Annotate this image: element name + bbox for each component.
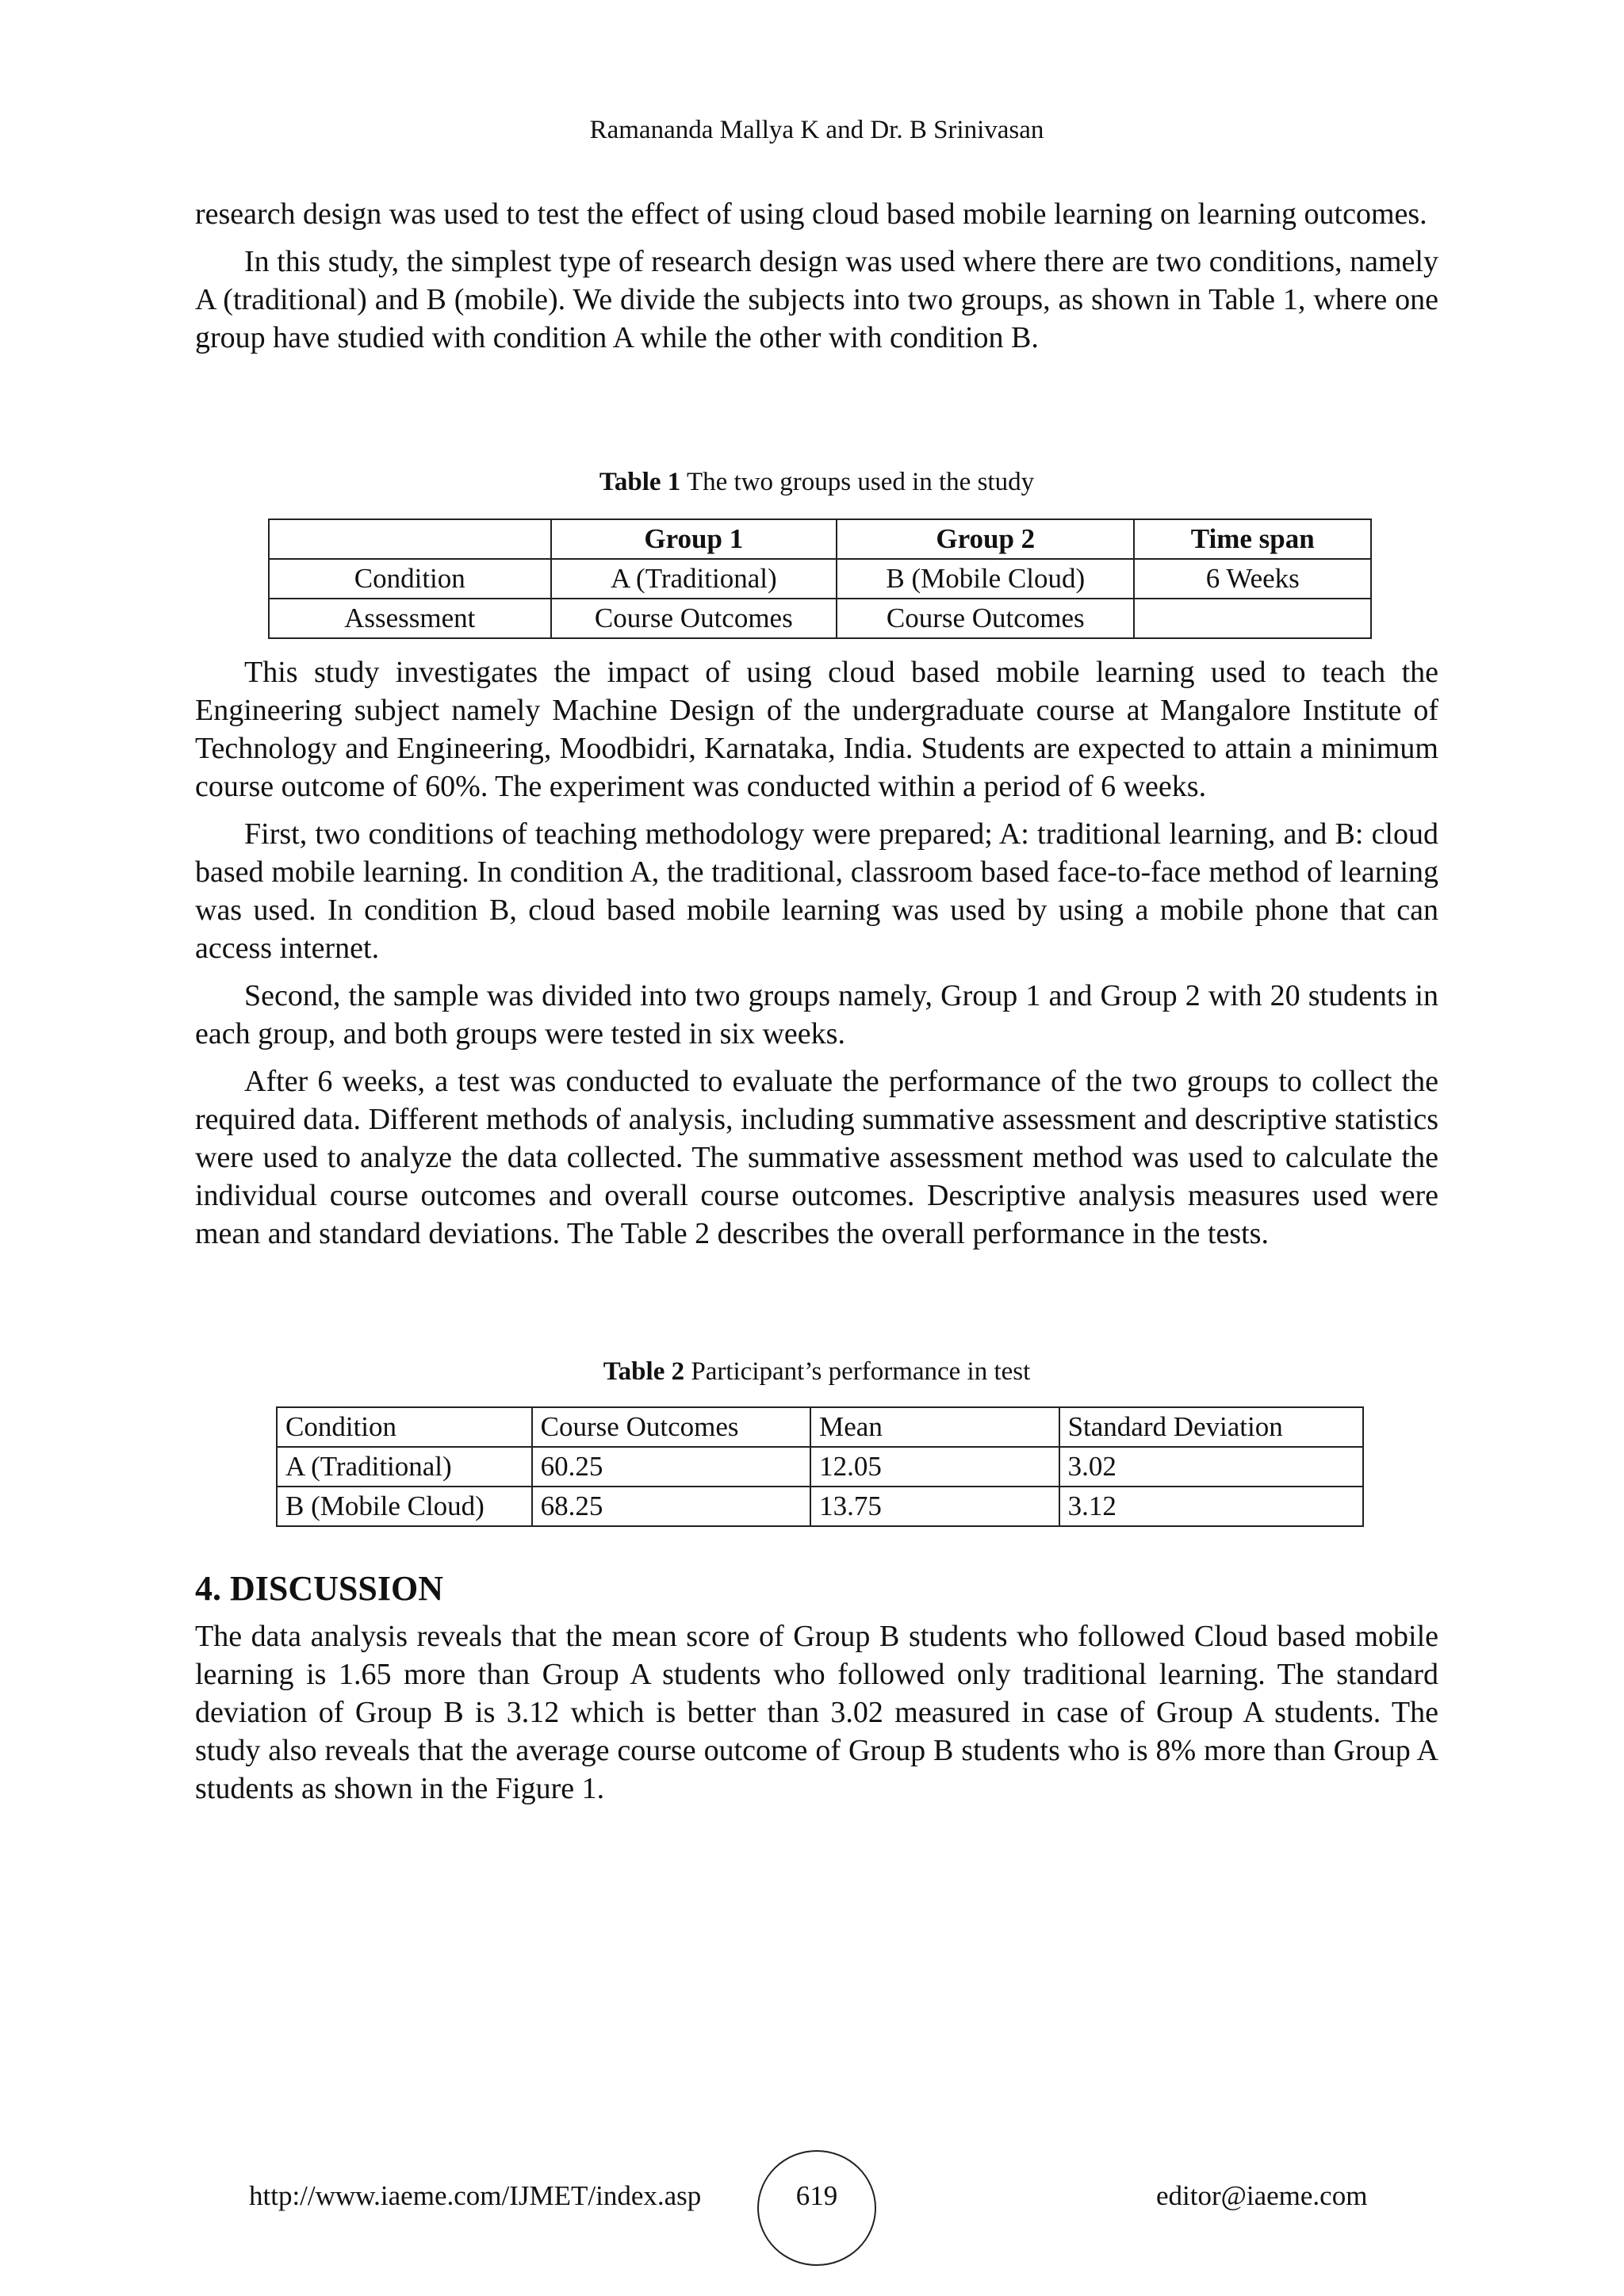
table-cell: Course Outcomes [837, 599, 1134, 638]
table-header-cell: Group 1 [551, 519, 837, 559]
paragraph: First, two conditions of teaching methodology were prepared; A: traditional learning, and B: cloud based mobile learning. In condition A, the traditional, classroom based face-to-face method of learning was used. In condition B, cloud based mobile learning was used by using a mobile phone that can access internet. [195, 817, 1438, 965]
table-cell: 13.75 [810, 1487, 1059, 1526]
table-1-caption [195, 468, 1438, 497]
caption-label: Table 2 [603, 1357, 685, 1386]
table-header-cell: Mean [810, 1407, 1059, 1447]
table-cell: 3.12 [1059, 1487, 1363, 1526]
table-cell: Assessment [269, 599, 551, 638]
table-row [269, 559, 1371, 599]
table-cell: Condition [269, 559, 551, 599]
table-header-cell: Time span [1134, 519, 1371, 559]
table-cell: 12.05 [810, 1447, 1059, 1487]
paragraph: After 6 weeks, a test was conducted to evaluate the performance of the two groups to collect the required data. Different methods of analysis, including summative assessment and descriptive statistics were used to analyze the data collected. The summative assessment method was used to calculate the individual course outcomes and overall course outcomes. Descriptive analysis measures used were mean and standard deviations. The Table 2 describes the overall performance in the tests. [195, 1065, 1438, 1250]
table-row [277, 1487, 1363, 1526]
running-header: Ramananda Mallya K and Dr. B Srinivasan [589, 116, 1044, 144]
method-text [195, 653, 1438, 1262]
table-header-cell: Condition [277, 1407, 532, 1447]
section-heading: 4. DISCUSSION [195, 1569, 443, 1608]
table-cell: 3.02 [1059, 1447, 1363, 1487]
table-header-cell: Standard Deviation [1059, 1407, 1363, 1447]
paragraph: Second, the sample was divided into two groups namely, Group 1 and Group 2 with 20 students in each group, and both groups were tested in six weeks. [195, 979, 1438, 1050]
table-cell: 60.25 [532, 1447, 810, 1487]
table-cell: B (Mobile Cloud) [277, 1487, 532, 1526]
discussion-text [195, 1617, 1438, 1817]
paragraph: research design was used to test the effect of using cloud based mobile learning on learning outcomes. [195, 197, 1427, 231]
paragraph: In this study, the simplest type of research design was used where there are two conditions, namely A (traditional) and B (mobile). We divide the subjects into two groups, as shown in Table 1, where one group have studied with condition A while the other with condition B. [195, 245, 1438, 354]
table-row [269, 599, 1371, 638]
table-row [277, 1447, 1363, 1487]
table-cell: Course Outcomes [551, 599, 837, 638]
table-cell: A (Traditional) [277, 1447, 532, 1487]
table-header-row [277, 1407, 1363, 1447]
table-cell: 68.25 [532, 1487, 810, 1526]
footer-email-link[interactable]: editor@iaeme.com [1156, 2180, 1368, 2211]
table-cell: B (Mobile Cloud) [837, 559, 1134, 599]
caption-text: The two groups used in the study [680, 468, 1035, 496]
table-cell [1134, 599, 1371, 638]
page-footer [0, 2149, 1624, 2267]
table-2-caption [195, 1357, 1438, 1387]
page-number: 619 [795, 2180, 838, 2211]
caption-text: Participant’s performance in test [684, 1357, 1031, 1386]
table-cell: 6 Weeks [1134, 559, 1371, 599]
paragraph: The data analysis reveals that the mean score of Group B students who followed Cloud based mobile learning is 1.65 more than Group A students who followed only traditional learning. The standard deviation of Group B is 3.12 which is better than 3.02 measured in case of Group A students. The study also reveals that the average course outcome of Group B students who is 8% more than Group A students as shown in the Figure 1. [195, 1620, 1438, 1805]
footer-url-link[interactable]: http://www.iaeme.com/IJMET/index.asp [249, 2180, 702, 2211]
paragraph: This study investigates the impact of using cloud based mobile learning used to teach the Engineering subject namely Machine Design of the undergraduate course at Mangalore Institute of Technology and Engineering, Moodbidri, Karnataka, India. Students are expected to attain a minimum course outcome of 60%. The experiment was conducted within a period of 6 weeks. [195, 656, 1438, 803]
table-header-cell: Course Outcomes [532, 1407, 810, 1447]
table-header-row [269, 519, 1371, 559]
caption-label: Table 1 [599, 468, 681, 496]
table-2 [276, 1406, 1364, 1527]
table-1 [268, 519, 1372, 639]
table-header-cell: Group 2 [837, 519, 1134, 559]
intro-text [195, 195, 1438, 366]
table-cell: A (Traditional) [551, 559, 837, 599]
table-header-cell [269, 519, 551, 559]
